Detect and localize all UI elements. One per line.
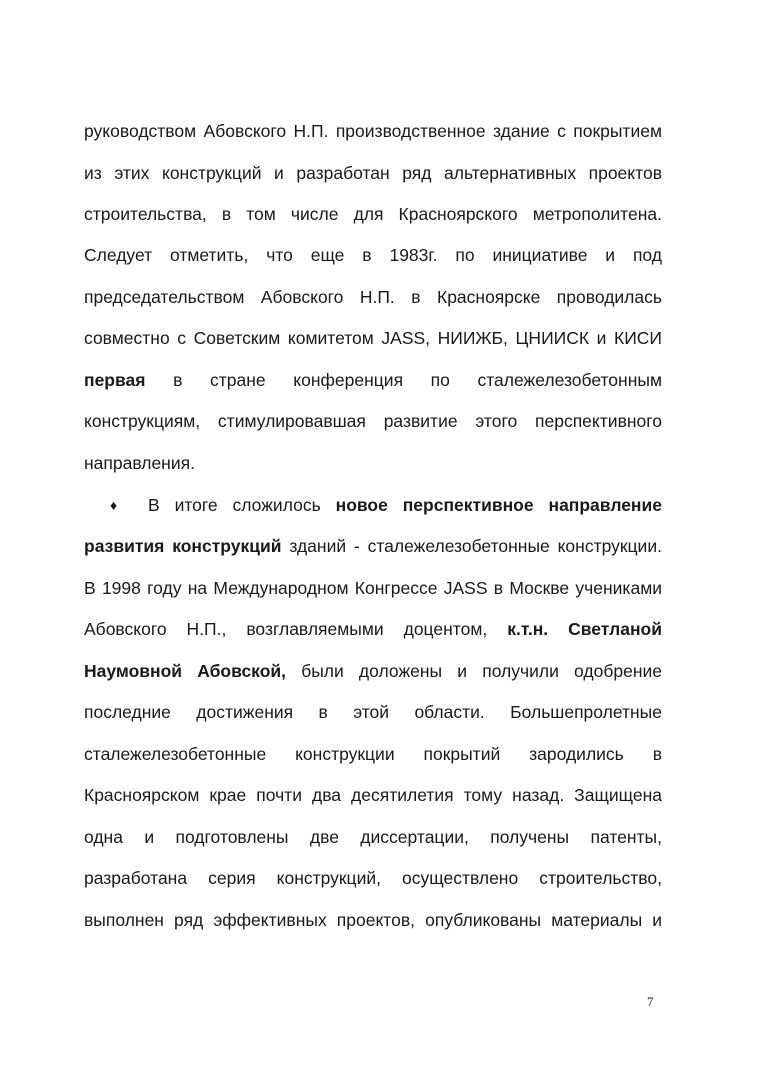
bullet-icon: ♦ — [110, 497, 118, 513]
text-line — [84, 366, 662, 394]
text-line: разработана серия конструкций, осуществлено строительство, — [84, 868, 662, 888]
text-line: одна и подготовлены две диссертации, получены патенты, — [84, 827, 662, 847]
text-line: В 1998 году на Международном Конгрессе JASS в Москве учениками — [84, 578, 662, 598]
bold-text: Наумовной Абовской, — [84, 661, 287, 681]
text-line: выполнен ряд эффективных проектов, опубликованы материалы и — [84, 910, 662, 930]
text-line — [148, 491, 662, 519]
text-line — [84, 615, 662, 643]
text-line: сталежелезобетонные конструкции покрытий зародились в — [84, 744, 662, 764]
bold-text: развития конструкций — [84, 536, 282, 556]
text-segment: были доложены и получили одобрение — [301, 661, 662, 681]
bold-text: к.т.н. Светланой — [507, 619, 662, 639]
text-segment: В итоге сложилось — [148, 495, 321, 515]
text-line: направления. — [84, 453, 195, 473]
text-line: руководством Абовского Н.П. производственное здание с покрытием — [84, 121, 662, 141]
text-line: строительства, в том числе для Красноярского метрополитена. — [84, 204, 662, 224]
text-line: Следует отметить, что еще в 1983г. по инициативе и под — [84, 245, 662, 265]
text-line: совместно с Советским комитетом JASS, НИИЖБ, ЦНИИСК и КИСИ — [84, 328, 662, 348]
text-line — [84, 657, 662, 685]
text-line: из этих конструкций и разработан ряд альтернативных проектов — [84, 163, 662, 183]
bold-text: первая — [84, 370, 146, 390]
text-line — [84, 532, 662, 560]
text-segment: в стране конференция по сталежелезобетонным — [173, 370, 662, 390]
text-line: Красноярском крае почти два десятилетия тому назад. Защищена — [84, 785, 662, 805]
bold-text: новое перспективное направление — [335, 495, 662, 515]
text-line: председательством Абовского Н.П. в Красноярске проводилась — [84, 287, 662, 307]
text-segment: Абовского Н.П., возглавляемыми доцентом, — [84, 619, 488, 639]
page-number: 7 — [647, 994, 654, 1009]
text-line: конструкциям, стимулировавшая развитие этого перспективного — [84, 411, 662, 431]
text-line: последние достижения в этой области. Большепролетные — [84, 702, 662, 722]
text-segment: зданий - сталежелезобетонные конструкции. — [289, 536, 662, 556]
